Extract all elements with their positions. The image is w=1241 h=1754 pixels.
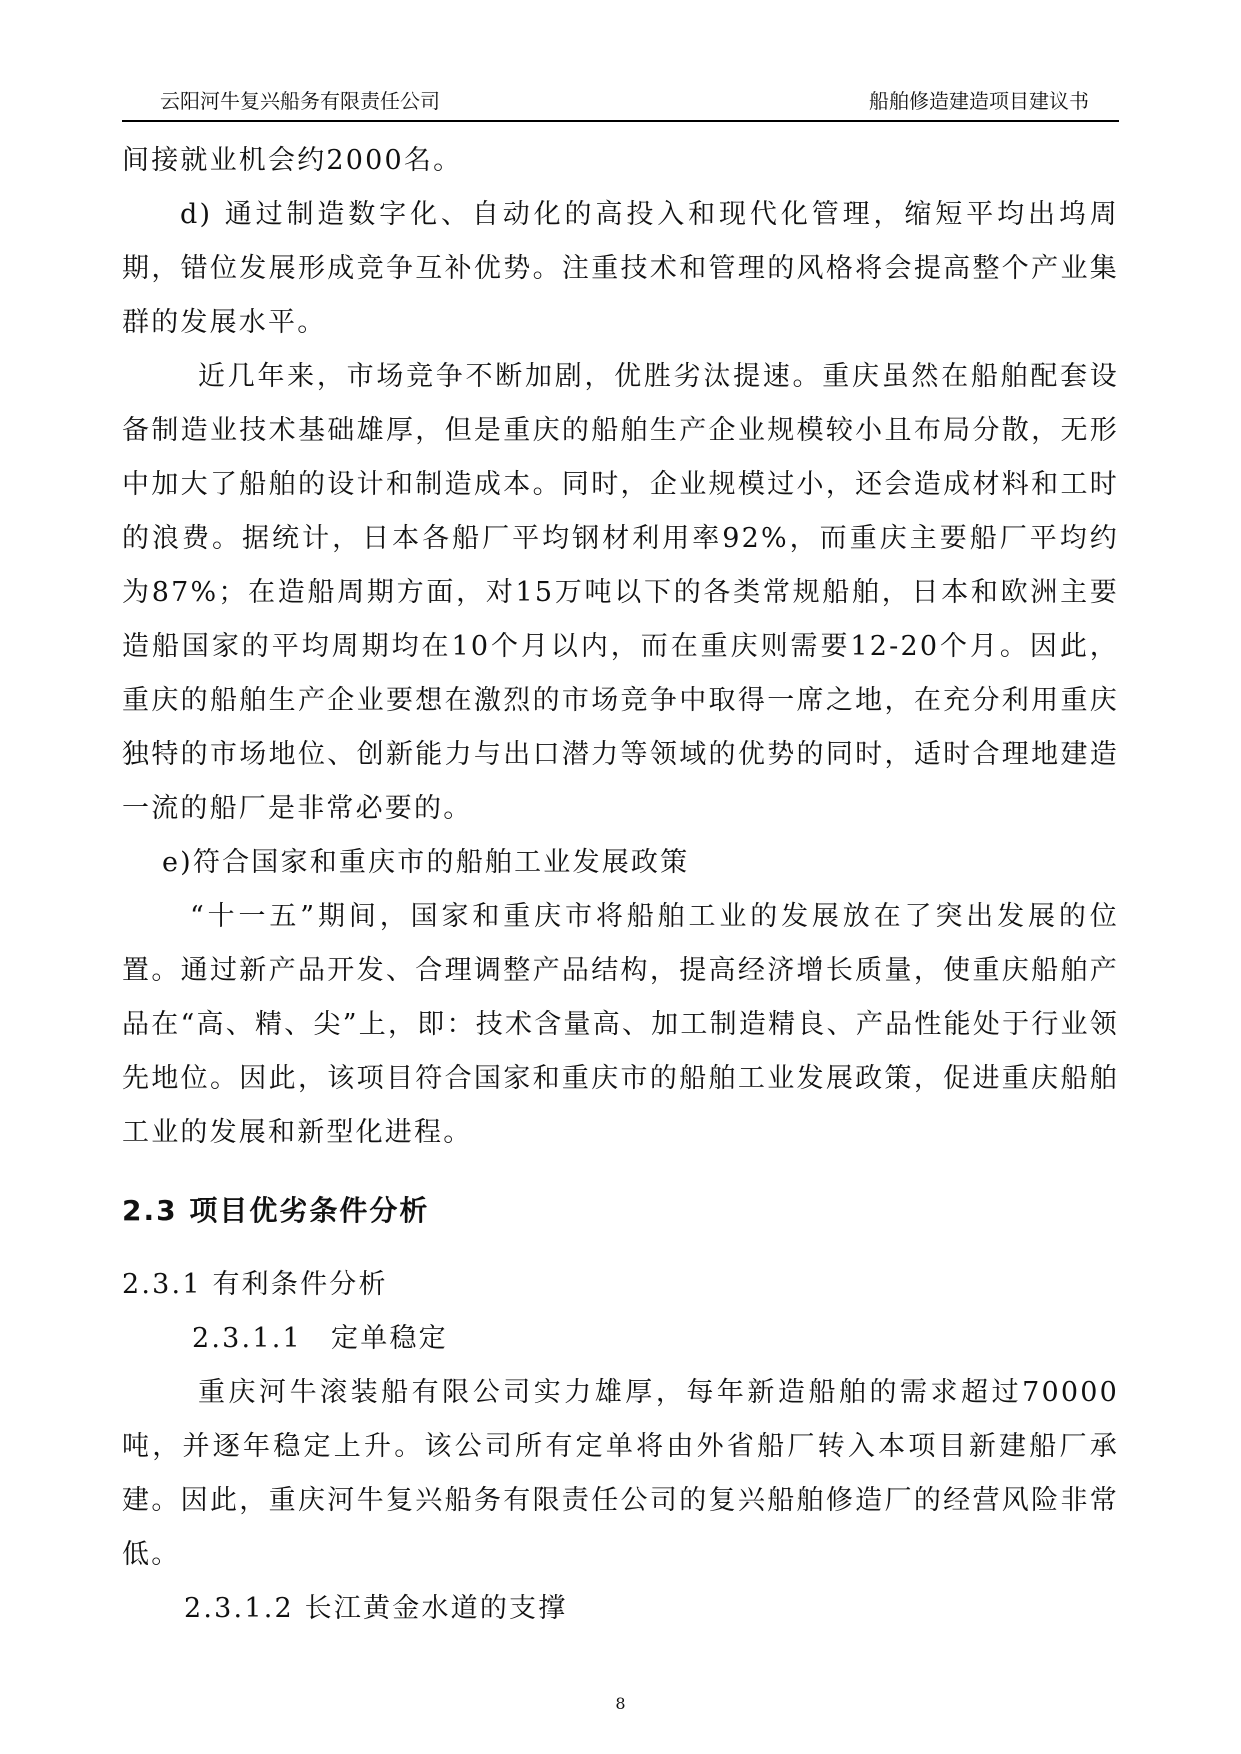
- paragraph-d: d) 通过制造数字化、自动化的高投入和现代化管理，缩短平均出坞周期，错位发展形成竞争互补优势。注重技术和管理的风格将会提高整个产业集群的发展水平。: [122, 199, 1119, 338]
- subsubsection-heading-yangtze: 2.3.1.2 长江黄金水道的支撑: [184, 1593, 568, 1624]
- subsubsection-heading-orders: 2.3.1.1 定单稳定: [192, 1323, 448, 1354]
- section-heading: 2.3 项目优劣条件分析: [122, 1194, 430, 1227]
- header-company: 云阳河牛复兴船务有限责任公司: [160, 89, 440, 113]
- paragraph-employment: 间接就业机会约2000名。: [122, 145, 463, 176]
- subsection-heading: 2.3.1 有利条件分析: [122, 1269, 388, 1300]
- paragraph-policy: “十一五”期间，国家和重庆市将船舶工业的发展放在了突出发展的位置。通过新产品开发、合理调整产品结构，提高经济增长质量，使重庆船舶产品在“高、精、尖”上，即：技术含量高、加工制造精良、产品性能处于行业领先地位。因此，该项目符合国家和重庆市的船舶工业发展政策，促进重庆船舶工业的发展和新型化进程。: [122, 901, 1119, 1148]
- paragraph-orders: 重庆河牛滚装船有限公司实力雄厚，每年新造船舶的需求超过70000吨，并逐年稳定上升。该公司所有定单将由外省船厂转入本项目新建船厂承建。因此，重庆河牛复兴船务有限责任公司的复兴船舶修造厂的经营风险非常低。: [122, 1377, 1119, 1570]
- page-header: [122, 86, 1119, 122]
- page-number: 8: [615, 1694, 626, 1713]
- paragraph-e: e)符合国家和重庆市的船舶工业发展政策: [162, 847, 690, 878]
- paragraph-market: 近几年来，市场竞争不断加剧，优胜劣汰提速。重庆虽然在船舶配套设备制造业技术基础雄厚，但是重庆的船舶生产企业规模较小且布局分散，无形中加大了船舶的设计和制造成本。同时，企业规模过小，还会造成材料和工时的浪费。据统计，日本各船厂平均钢材利用率92%，而重庆主要船厂平均约为87%；在造船周期方面，对15万吨以下的各类常规船舶，日本和欧洲主要造船国家的平均周期均在10个月以内，而在重庆则需要12-20个月。因此，重庆的船舶生产企业要想在激烈的市场竞争中取得一席之地，在充分利用重庆独特的市场地位、创新能力与出口潜力等领域的优势的同时，适时合理地建造一流的船厂是非常必要的。: [122, 361, 1119, 824]
- body-text: [122, 134, 1119, 1636]
- header-doc-title: 船舶修造建造项目建议书: [869, 89, 1089, 113]
